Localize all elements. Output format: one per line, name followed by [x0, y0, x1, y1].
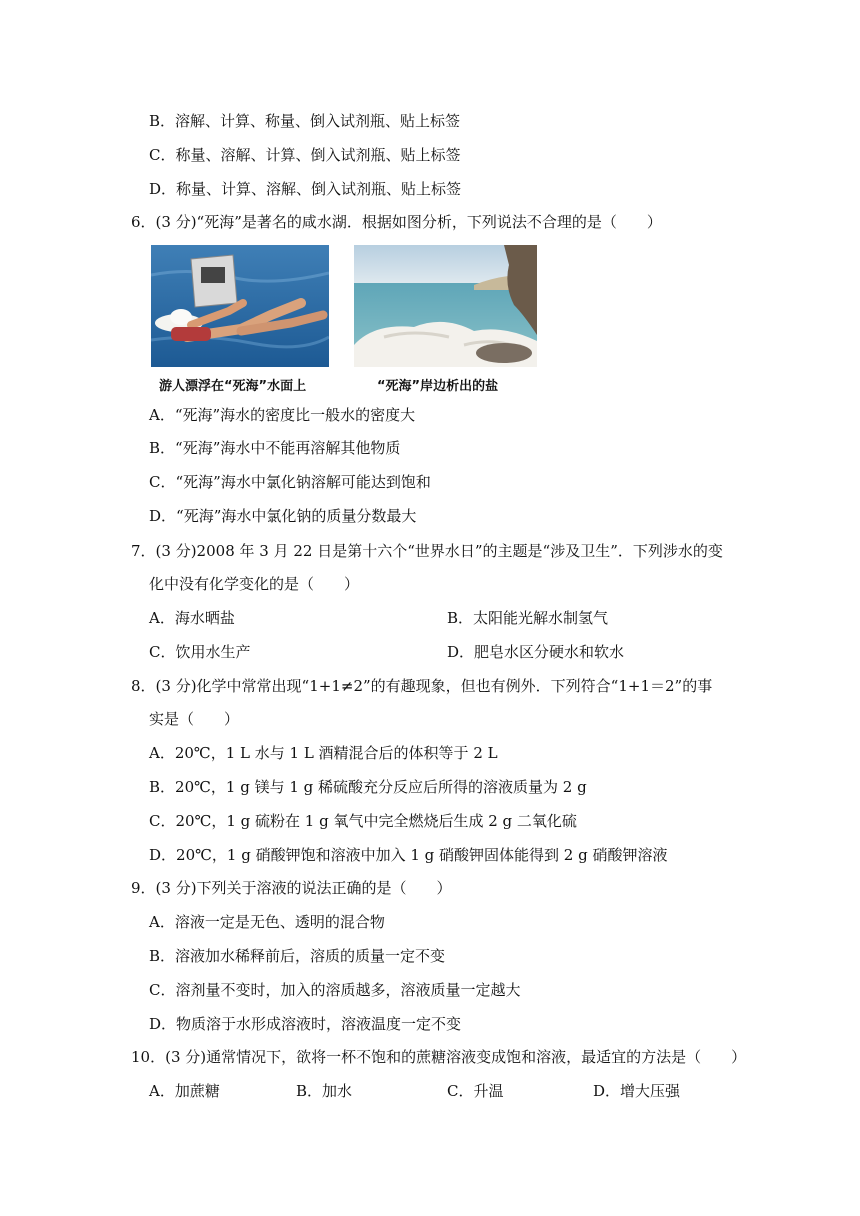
question-8-option-b: B．20℃，1 g 镁与 1 g 稀硫酸充分反应后所得的溶液质量为 2 g	[149, 778, 587, 796]
question-7-option-d: D．肥皂水区分硬水和软水	[447, 643, 625, 661]
question-9-option-d: D．物质溶于水形成溶液时，溶液温度一定不变	[149, 1015, 462, 1033]
question-10-stem: 10．(3 分)通常情况下，欲将一杯不饱和的蔗糖溶液变成饱和溶液，最适宜的方法是（ ）	[131, 1048, 747, 1066]
question-8-option-a: A．20℃，1 L 水与 1 L 酒精混合后的体积等于 2 L	[149, 744, 498, 762]
question-7-option-a: A．海水晒盐	[149, 609, 235, 627]
question-9-option-c: C．溶剂量不变时，加入的溶质越多，溶液质量一定越大	[149, 981, 521, 999]
dead-sea-floating-photo	[151, 245, 329, 367]
question-8-option-d: D．20℃，1 g 硝酸钾饱和溶液中加入 1 g 硝酸钾固体能得到 2 g 硝酸钾溶液	[149, 846, 668, 864]
question-6-option-c: C．“死海”海水中氯化钠溶解可能达到饱和	[149, 473, 431, 491]
question-9-stem: 9．(3 分)下列关于溶液的说法正确的是（ ）	[131, 879, 452, 897]
question-9-option-a: A．溶液一定是无色、透明的混合物	[149, 913, 385, 931]
question-7-option-c: C．饮用水生产	[149, 643, 251, 661]
question-8-option-c: C．20℃，1 g 硫粉在 1 g 氧气中完全燃烧后生成 2 g 二氧化硫	[149, 812, 577, 830]
question-6-option-d: D．“死海”海水中氯化钠的质量分数最大	[149, 507, 417, 525]
question-10-option-c: C．升温	[447, 1082, 504, 1100]
question-8-stem-2: 实是（ ）	[149, 710, 240, 728]
dead-sea-salt-shore-photo	[354, 245, 537, 367]
option-b: B．溶解、计算、称量、倒入试剂瓶、贴上标签	[149, 112, 461, 130]
question-8-stem-1: 8．(3 分)化学中常常出现“1+1≠2”的有趣现象，但也有例外．下列符合“1+1＝2”的事	[131, 677, 713, 695]
caption-salt: “死海”岸边析出的盐	[377, 379, 499, 394]
question-10-option-d: D．增大压强	[593, 1082, 681, 1100]
option-c: C．称量、溶解、计算、倒入试剂瓶、贴上标签	[149, 146, 461, 164]
question-7-option-b: B．太阳能光解水制氢气	[447, 609, 609, 627]
question-10-option-a: A．加蔗糖	[149, 1082, 220, 1100]
question-7-stem-2: 化中没有化学变化的是（ ）	[149, 575, 360, 593]
question-9-option-b: B．溶液加水稀释前后，溶质的质量一定不变	[149, 947, 446, 965]
question-6-stem: 6．(3 分)“死海”是著名的咸水湖．根据如图分析，下列说法不合理的是（ ）	[131, 213, 662, 231]
question-6-option-a: A．“死海”海水的密度比一般水的密度大	[149, 406, 416, 424]
question-10-option-b: B．加水	[296, 1082, 353, 1100]
caption-floating: 游人漂浮在“死海”水面上	[159, 379, 307, 394]
question-7-stem-1: 7．(3 分)2008 年 3 月 22 日是第十六个“世界水日”的主题是“涉及卫生”．下列涉水的变	[131, 542, 723, 560]
option-d: D．称量、计算、溶解、倒入试剂瓶、贴上标签	[149, 180, 462, 198]
question-6-option-b: B．“死海”海水中不能再溶解其他物质	[149, 439, 401, 457]
